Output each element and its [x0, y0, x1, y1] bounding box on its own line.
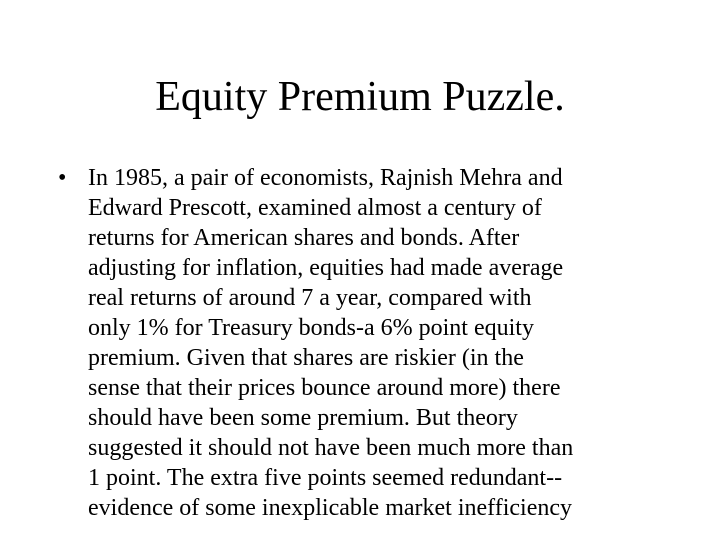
bullet-text-line: only 1% for Treasury bonds-a 6% point equity — [88, 315, 534, 341]
bullet-text-line: returns for American shares and bonds. After — [88, 225, 520, 251]
bullet-item — [52, 163, 682, 523]
bullet-text-line: real returns of around 7 a year, compared with — [88, 285, 532, 311]
bullet-icon: • — [58, 165, 67, 191]
slide-title: Equity Premium Puzzle. — [155, 74, 565, 120]
bullet-text-line: 1 point. The extra five points seemed redundant-- — [88, 465, 563, 491]
bullet-text-line: premium. Given that shares are riskier (in the — [88, 345, 524, 371]
bullet-list — [52, 163, 682, 523]
bullet-text-line: sense that their prices bounce around more) there — [88, 375, 561, 401]
bullet-text-line: evidence of some inexplicable market inefficiency — [88, 495, 573, 521]
bullet-text-line: suggested it should not have been much more than — [88, 435, 574, 461]
bullet-text-line: adjusting for inflation, equities had made average — [88, 255, 564, 281]
bullet-text-line: Edward Prescott, examined almost a century of — [88, 195, 542, 221]
bullet-text-line: In 1985, a pair of economists, Rajnish Mehra and — [88, 165, 563, 191]
bullet-text-line: should have been some premium. But theory — [88, 405, 518, 431]
